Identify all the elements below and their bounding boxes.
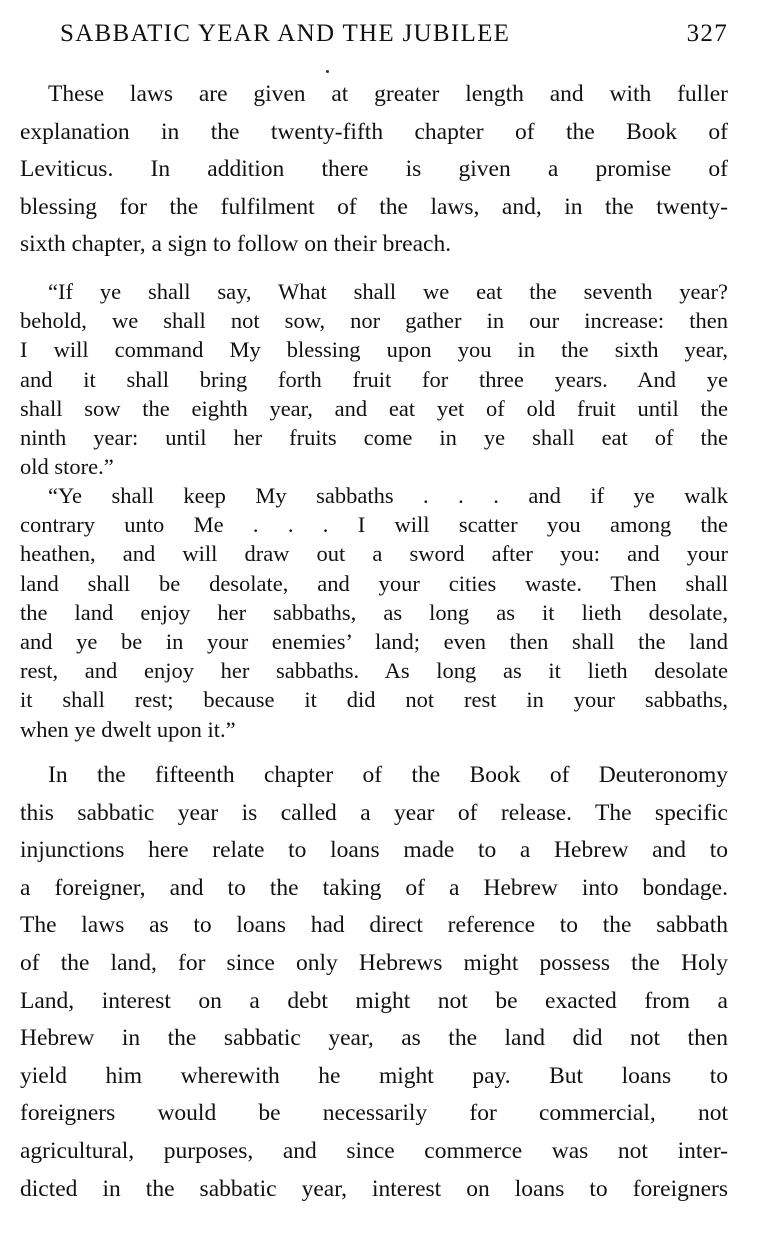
text-line: These laws are given at greater length and with fuller xyxy=(48,81,728,107)
quote-line: “Ye shall keep My sabbaths . . . and if ye walk xyxy=(48,483,728,508)
text-line: In the fifteenth chapter of the Book of Deuteronomy xyxy=(48,762,728,788)
quote-line: the land enjoy her sabbaths, as long as it lieth desolate, xyxy=(20,599,728,625)
quote-line: and it shall bring forth fruit for three years. And ye xyxy=(20,366,728,392)
text-line: a foreigner, and to the taking of a Hebrew into bondage. xyxy=(20,874,728,901)
quote-line: and ye be in your enemies’ land; even then shall the land xyxy=(20,628,728,654)
quote-line: old store.” xyxy=(20,454,114,480)
text-line: sixth chapter, a sign to follow on their breach. xyxy=(20,231,452,258)
quotation-leviticus-26 xyxy=(20,481,728,744)
text-line: this sabbatic year is called a year of release. The specific xyxy=(20,799,728,826)
text-line: of the land, for since only Hebrews might possess the Holy xyxy=(20,949,728,976)
quote-line: behold, we shall not sow, nor gather in our increase: then xyxy=(20,308,728,334)
text-line: foreigners would be necessarily for commercial, not xyxy=(20,1100,728,1127)
quote-line: it shall rest; because it did not rest in your sabbaths, xyxy=(20,687,728,713)
text-line: agricultural, purposes, and since commerce was not inter- xyxy=(20,1137,728,1164)
quote-line: ninth year: until her fruits come in ye shall eat of the xyxy=(20,424,728,450)
quote-line: rest, and enjoy her sabbaths. As long as it lieth desolate xyxy=(20,658,728,684)
text-line: explanation in the twenty-fifth chapter of the Book of xyxy=(20,118,728,145)
running-head xyxy=(20,20,730,54)
quote-line: when ye dwelt upon it.” xyxy=(20,716,236,742)
quote-line: heathen, and will draw out a sword after you: and your xyxy=(20,541,728,567)
text-line: Land, interest on a debt might not be exacted from a xyxy=(20,987,728,1014)
quotation-leviticus-25 xyxy=(20,277,728,481)
text-line: yield him wherewith he might pay. But loans to xyxy=(20,1062,728,1089)
quote-line: land shall be desolate, and your cities waste. Then shall xyxy=(20,570,728,596)
text-line: Hebrew in the sabbatic year, as the land did not then xyxy=(20,1025,728,1052)
quote-line: I will command My blessing upon you in the sixth year, xyxy=(20,337,728,363)
text-line: injunctions here relate to loans made to a Hebrew and to xyxy=(20,837,728,864)
quote-line: “If ye shall say, What shall we eat the seventh year? xyxy=(48,279,728,304)
text-line: dicted in the sabbatic year, interest on loans to foreigners xyxy=(20,1175,728,1202)
print-speck xyxy=(326,70,329,73)
text-line: blessing for the fulfilment of the laws, and, in the twenty- xyxy=(20,193,728,220)
paragraph-intro xyxy=(20,76,728,264)
paragraph-deuteronomy xyxy=(20,757,728,1208)
text-line: Leviticus. In addition there is given a promise of xyxy=(20,156,728,183)
running-head-title: SABBATIC YEAR AND THE JUBILEE xyxy=(60,20,511,47)
quote-line: contrary unto Me . . . I will scatter you among the xyxy=(20,512,728,538)
page-number: 327 xyxy=(686,20,728,47)
text-line: The laws as to loans had direct reference to the sabbath xyxy=(20,912,728,939)
quote-line: shall sow the eighth year, and eat yet of old fruit until the xyxy=(20,395,728,421)
